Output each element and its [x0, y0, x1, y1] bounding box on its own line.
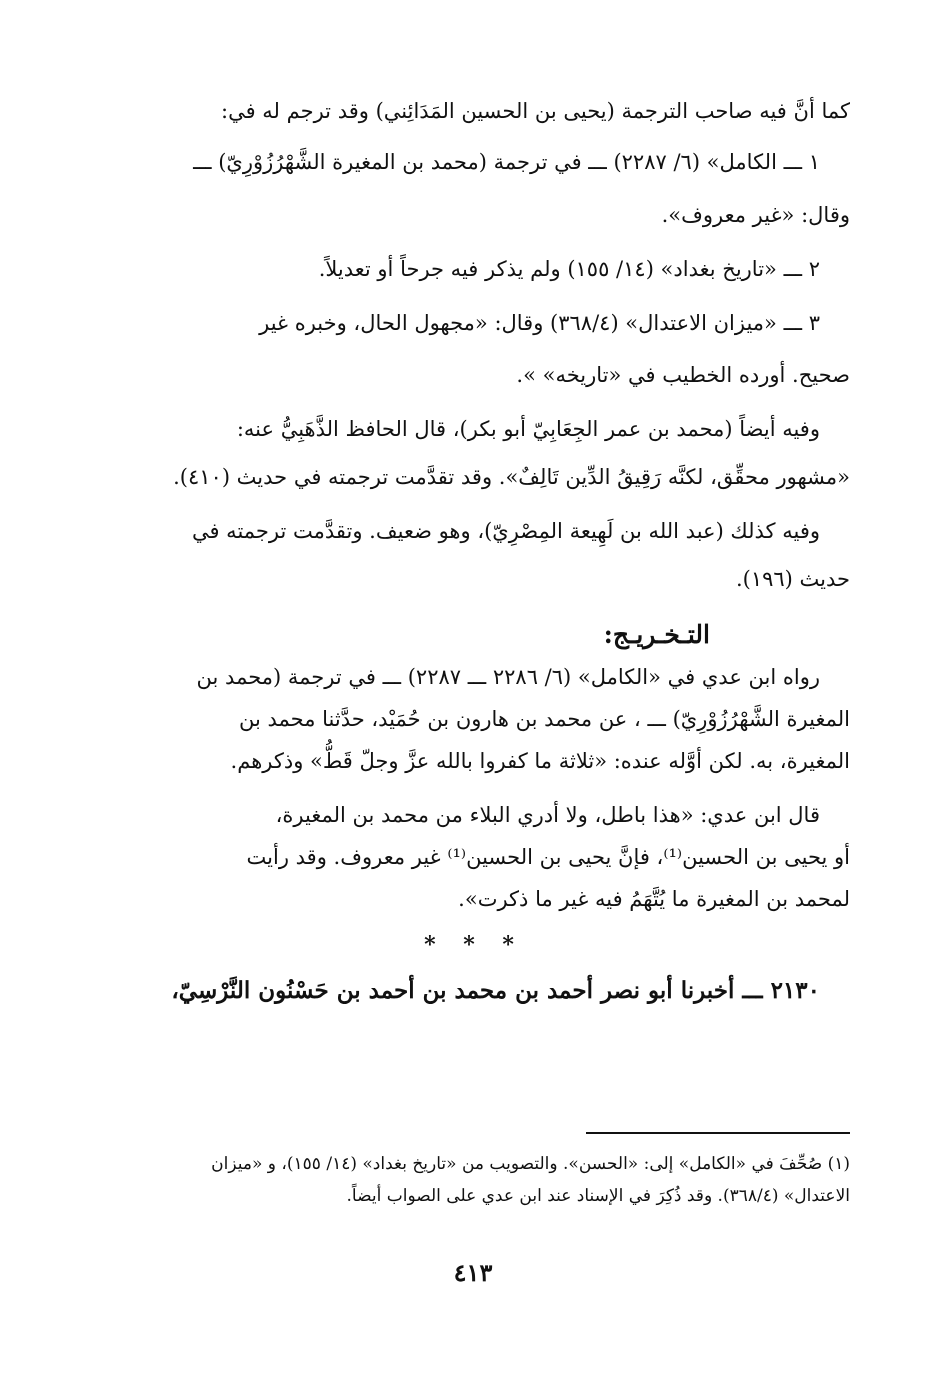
main-text — [98, 96, 850, 1008]
text-line: وفيه أيضاً (محمد بن عمر الجِعَابِيّ أبو بكر)، قال الحافظ الذَّهَبِيُّ عنه: — [236, 417, 820, 441]
section-separator: * * * — [424, 932, 524, 958]
footnote-divider — [586, 1132, 850, 1134]
page-number: ٤١٣ — [453, 1258, 493, 1287]
section-heading: التـخـريـج: — [603, 620, 710, 649]
text-line: أو يحيى بن الحسين⁽¹⁾، فإنَّ يحيى بن الحسين⁽¹⁾ غير معروف. وقد رأيت — [246, 845, 850, 869]
text-line: لمحمد بن المغيرة ما يُتَّهَمُ فيه غير ما ذكرت». — [458, 887, 850, 911]
source-item-3 — [98, 308, 850, 390]
ibn-adi-quote-paragraph — [98, 800, 850, 914]
footnotes — [98, 1148, 850, 1212]
footnote-line: (١) صُحِّفَ في «الكامل» إلى: «الحسن». والتصويب من «تاريخ بغداد» (١٤/ ١٥٥)، و «ميزان — [211, 1154, 850, 1174]
text-line: صحيح. أورده الخطيب في «تاريخه» ». — [516, 363, 850, 387]
narrator-paragraph-lahia — [98, 516, 850, 594]
text-line: رواه ابن عدي في «الكامل» (٦/ ٢٢٨٦ ـــ ٢٢٨٧) ـــ في ترجمة (محمد بن — [196, 665, 820, 689]
text-line: «مشهور محقِّق، لكنَّه رَقِيقُ الدِّين تَالِفٌ». وقد تقدَّمت ترجمته في حديث (٤١٠). — [173, 465, 850, 489]
text-line: قال ابن عدي: «هذا باطل، ولا أدري البلاء من محمد بن المغيرة، — [275, 803, 820, 827]
text-line: المغيرة، به. لكن أوَّله عنده: «ثلاثة ما كفروا بالله عزَّ وجلّ قَطُّ» وذكرهم. — [230, 749, 850, 773]
text-line: وقال: «غير معروف». — [661, 203, 850, 227]
text-line: ٢ ـــ «تاريخ بغداد» (١٤/ ١٥٥) ولم يذكر فيه جرحاً أو تعديلاً. — [318, 257, 820, 281]
hadith-number-line: ٢١٣٠ ـــ أخبرنا أبو نصر أحمد بن محمد بن أحمد بن حَسْنُون النَّرْسِيّ، — [171, 977, 820, 1004]
intro-paragraph — [98, 96, 850, 126]
source-item-1 — [98, 147, 850, 230]
text-line: ٣ ـــ «ميزان الاعتدال» (٣٦٨/٤) وقال: «مجهول الحال، وخبره غير — [259, 311, 820, 335]
takhrij-paragraph — [98, 662, 850, 776]
text-line: وفيه كذلك (عبد الله بن لَهِيعة المِصْرِيّ)، وهو ضعيف. وتقدَّمت ترجمته في — [191, 519, 820, 543]
footnote-line: الاعتدال» (٣٦٨/٤). وقد ذُكِرَ في الإسناد عند ابن عدي على الصواب أيضاً. — [346, 1186, 850, 1206]
text-line: ١ ـــ الكامل» (٦/ ٢٢٨٧) ـــ في ترجمة (محمد بن المغيرة الشَّهْرُزُوْرِيّ) ـــ — [193, 150, 820, 174]
narrator-paragraph-jiabi — [98, 414, 850, 492]
source-item-2 — [98, 254, 850, 284]
text-line: المغيرة الشَّهْرُزُوْرِيّ) ـــ ، عن محمد بن هارون بن حُمَيْد، حدَّثنا محمد بن — [238, 707, 850, 731]
text-line: كما أنَّ فيه صاحب الترجمة (يحيى بن الحسين المَدَائِني) وقد ترجم له في: — [221, 99, 850, 123]
text-line: حديث (١٩٦). — [735, 567, 850, 591]
